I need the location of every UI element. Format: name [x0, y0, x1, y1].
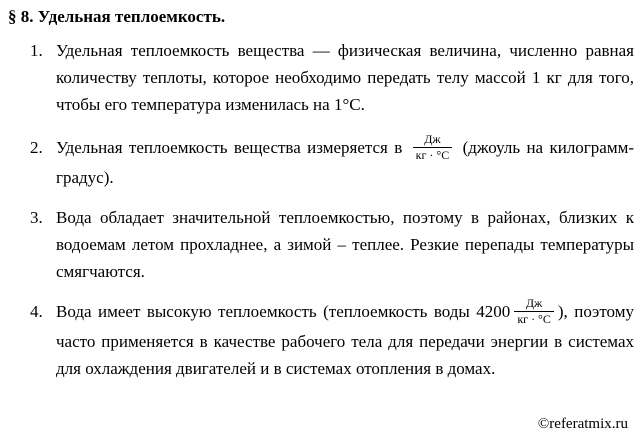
list-item-number: 3.	[30, 208, 43, 227]
list-item-4	[30, 295, 634, 382]
unit-denominator: кг · °С	[517, 311, 551, 326]
unit-numerator: Дж	[413, 133, 453, 148]
unit-fraction	[514, 297, 554, 326]
list-item-number: 1.	[30, 41, 43, 60]
list-item-text-before: Удельная теплоемкость вещества измеряется в	[56, 138, 403, 157]
section-heading: § 8. Удельная теплоемкость.	[8, 7, 226, 26]
list-item-text-after: (джоуль на килограмм-градус).	[56, 138, 634, 187]
list-item-number: 4.	[30, 302, 43, 321]
list-item-3	[30, 204, 634, 285]
copyright-footer: ©referatmix.ru	[537, 416, 628, 432]
list-item-text: Удельная теплоемкость вещества — физическая величина, численно равная количеству теплоты, которое необходимо передать телу массой 1 кг для того, чтобы его температура изменилась на 1°С.	[56, 41, 634, 114]
list-item-text-before: Вода имеет высокую теплоемкость (теплоемкость воды 4200	[56, 302, 511, 321]
list-item-text	[56, 131, 634, 191]
unit-denominator: кг · °С	[415, 147, 450, 162]
list-item-text	[56, 295, 634, 382]
unit-fraction	[413, 133, 453, 162]
list-item-text: Вода обладает значительной теплоемкостью, поэтому в районах, близких к водоемам летом прохладнее, а зимой – теплее. Резкие перепады температуры смягчаются.	[56, 208, 634, 281]
list-item-1	[30, 37, 634, 118]
list-item-number: 2.	[30, 138, 43, 157]
list-item-text-after: ), поэтому часто применяется в качестве рабочего тела для передачи энергии в системах для охлаждения двигателей и в системах отопления в домах.	[56, 302, 634, 378]
unit-numerator: Дж	[514, 297, 554, 312]
list-item-2	[30, 131, 634, 191]
